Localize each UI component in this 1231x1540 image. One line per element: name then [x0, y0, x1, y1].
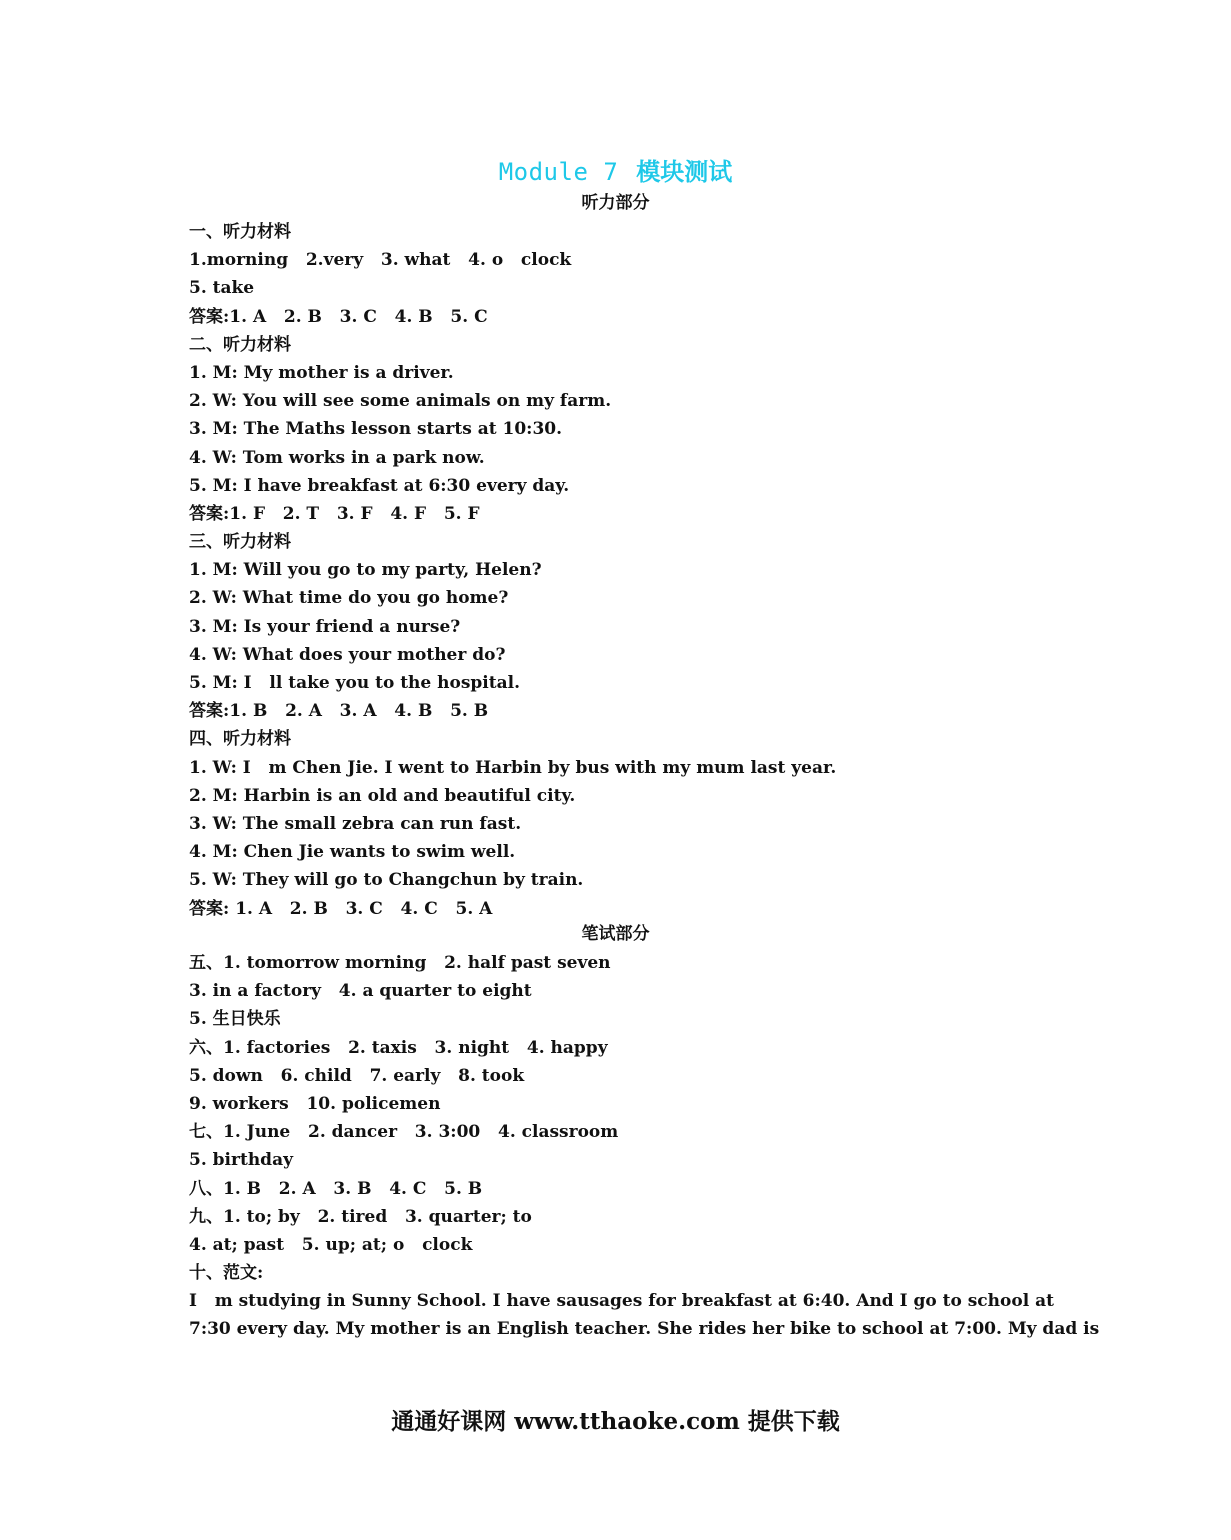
answer-line: 3. M: Is your friend a nurse?: [189, 616, 461, 637]
answer-line: 3. in a factory 4. a quarter to eight: [189, 981, 532, 1002]
section-title-writing: 笔试部分: [581, 924, 650, 944]
answer-line: 四、听力材料: [189, 729, 291, 750]
answer-line: 3. M: The Maths lesson starts at 10:30.: [189, 419, 563, 440]
answer-line: 二、听力材料: [189, 334, 291, 355]
answer-line: 九、1. to; by 2. tired 3. quarter; to: [189, 1206, 532, 1227]
answer-line: I m studying in Sunny School. I have sausages for breakfast at 6:40. And I go to school at: [189, 1291, 1054, 1312]
title-cn: 模块测试: [636, 158, 733, 186]
answer-line: 答案:1. F 2. T 3. F 4. F 5. F: [189, 503, 480, 524]
answer-line: 六、1. factories 2. taxis 3. night 4. happy: [189, 1037, 608, 1058]
section-title-listening: 听力部分: [581, 193, 650, 213]
answer-line: 1. M: My mother is a driver.: [189, 362, 454, 383]
answer-line: 答案:1. B 2. A 3. A 4. B 5. B: [189, 701, 489, 722]
answer-line: 七、1. June 2. dancer 3. 3:00 4. classroom: [189, 1122, 619, 1143]
answer-line: 1. W: I m Chen Jie. I went to Harbin by bus with my mum last year.: [189, 757, 837, 778]
answer-line: 八、1. B 2. A 3. B 4. C 5. B: [189, 1178, 483, 1199]
answer-line: 5. M: I have breakfast at 6:30 every day.: [189, 475, 570, 496]
answer-line: 4. M: Chen Jie wants to swim well.: [189, 842, 516, 863]
title-module: Module 7: [498, 158, 619, 186]
answer-line: 5. W: They will go to Changchun by train.: [189, 870, 584, 891]
footer-download-note: 通通好课网 www.tthaoke.com 提供下载: [391, 1408, 840, 1435]
answer-line: 4. W: What does your mother do?: [189, 644, 506, 665]
listening-answers: [189, 218, 1069, 923]
page-title: [0, 156, 1231, 188]
answer-line: 1. M: Will you go to my party, Helen?: [189, 560, 542, 581]
answer-line: 9. workers 10. policemen: [189, 1093, 441, 1114]
answer-line: 一、听力材料: [189, 222, 291, 242]
answer-line: 1.morning 2.very 3. what 4. o clock: [189, 250, 572, 271]
answer-line: 5. take: [189, 278, 255, 299]
answer-line: 5. M: I ll take you to the hospital.: [189, 673, 521, 693]
answer-line: 5. birthday: [189, 1150, 293, 1171]
answer-line: 3. W: The small zebra can run fast.: [189, 813, 522, 834]
answer-line: 7:30 every day. My mother is an English teacher. She rides her bike to school at 7:00. My dad is: [189, 1319, 1100, 1340]
answer-line: 答案: 1. A 2. B 3. C 4. C 5. A: [189, 898, 493, 919]
answer-line: 5. 生日快乐: [189, 1009, 281, 1030]
answer-line: 三、听力材料: [189, 532, 291, 553]
answer-line: 五、1. tomorrow morning 2. half past seven: [189, 953, 611, 973]
answer-line: 4. W: Tom works in a park now.: [189, 447, 485, 468]
answer-line: 2. W: What time do you go home?: [189, 588, 509, 609]
answer-line: 2. W: You will see some animals on my farm.: [189, 391, 612, 412]
answer-line: 2. M: Harbin is an old and beautiful city.: [189, 785, 576, 806]
answer-line: 答案:1. A 2. B 3. C 4. B 5. C: [189, 306, 488, 327]
answer-line: 4. at; past 5. up; at; o clock: [189, 1234, 473, 1255]
writing-answers: [189, 949, 1100, 1344]
answer-line: 5. down 6. child 7. early 8. took: [189, 1065, 525, 1086]
answer-line: 十、范文:: [189, 1263, 264, 1284]
